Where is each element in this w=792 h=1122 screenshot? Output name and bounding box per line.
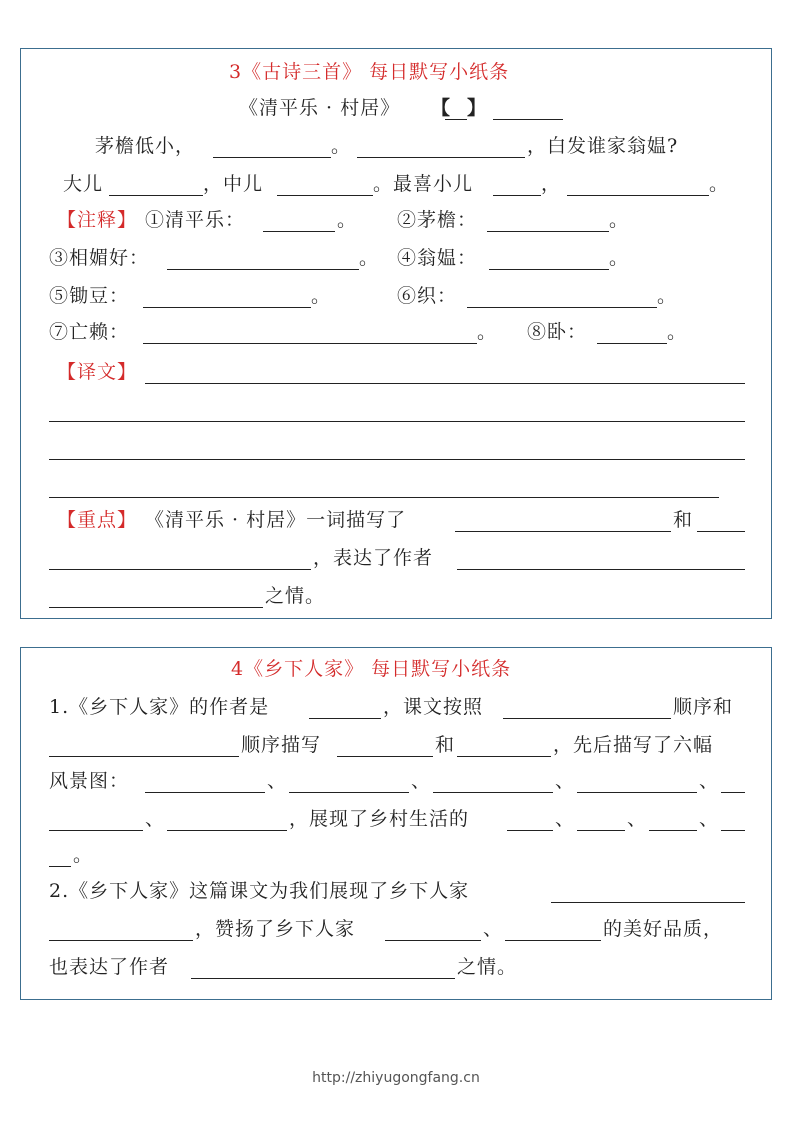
poem-line-2: [21, 167, 771, 203]
poem-blank-3[interactable]: [109, 171, 203, 196]
dictation-card-1: [20, 48, 772, 619]
note-7-blank[interactable]: [143, 319, 477, 344]
q1-order-blank-1[interactable]: [503, 694, 671, 719]
note-2: ②茅檐：: [397, 209, 478, 231]
poem-line-2-b: ，中儿: [203, 173, 264, 195]
notes-row-3: [21, 279, 771, 315]
q2-blank-1b[interactable]: [49, 916, 193, 941]
key-blank-1[interactable]: [455, 507, 671, 532]
note-1: ①清平乐：: [145, 209, 246, 231]
note-4-blank[interactable]: [489, 245, 609, 270]
note-8: ⑧卧：: [527, 321, 588, 343]
poem-blank-1[interactable]: [213, 133, 331, 158]
translation-blank-4[interactable]: [49, 473, 719, 498]
scene-blank-5a[interactable]: [721, 768, 745, 793]
sep-5: 、: [145, 808, 166, 830]
q2-text-d: 也表达了作者: [49, 956, 170, 978]
card1-title-row: [21, 55, 771, 91]
poem-blank-6[interactable]: [567, 171, 709, 196]
translation-blank-3[interactable]: [49, 435, 745, 460]
card1-title: 3《古诗三首》 每日默写小纸条: [229, 61, 510, 83]
q2-text-b: ，赞扬了乡下人家: [195, 918, 356, 940]
translation-row: [21, 355, 771, 391]
translation-row-3: [21, 431, 771, 467]
scene-blank-4[interactable]: [577, 768, 697, 793]
scene-blank-6[interactable]: [167, 806, 287, 831]
q2-row-2: [21, 912, 771, 948]
poem-line-1-b: 。: [331, 135, 352, 157]
poem-line-2-a: 大儿: [63, 173, 104, 195]
footer-url[interactable]: http://zhiyugongfang.cn: [312, 1070, 480, 1086]
q1-text-c: 顺序和: [673, 696, 734, 718]
q2-row-3: [21, 950, 771, 986]
scene-blank-3[interactable]: [433, 768, 553, 793]
note-4: ④翁媪：: [397, 247, 478, 269]
note-3: ③相媚好：: [49, 247, 150, 269]
sep-9: 、: [483, 918, 504, 940]
sep-4: 、: [699, 770, 720, 792]
note-8-end: 。: [667, 321, 688, 343]
scene-blank-2[interactable]: [289, 768, 409, 793]
key-row-1: [21, 503, 771, 539]
note-7: ⑦亡赖：: [49, 321, 130, 343]
poem-blank-2[interactable]: [357, 133, 525, 158]
q1-end: 。: [73, 844, 94, 866]
note-1-end: 。: [337, 209, 358, 231]
poem-blank-4[interactable]: [277, 171, 373, 196]
sep-7: 、: [627, 808, 648, 830]
note-4-end: 。: [609, 247, 630, 269]
note-3-end: 。: [359, 247, 380, 269]
note-6: ⑥织：: [397, 285, 458, 307]
card2-title: 4《乡下人家》 每日默写小纸条: [231, 658, 512, 680]
note-8-blank[interactable]: [597, 319, 667, 344]
key-text-a: 《清平乐 · 村居》一词描写了: [145, 509, 407, 531]
q2-blank-3[interactable]: [505, 916, 601, 941]
life-blank-4b[interactable]: [49, 842, 71, 867]
notes-row-4: [21, 315, 771, 351]
key-blank-3a[interactable]: [457, 545, 745, 570]
q1-author-blank[interactable]: [309, 694, 381, 719]
notes-row-1: [21, 203, 771, 239]
note-6-blank[interactable]: [467, 283, 657, 308]
note-1-blank[interactable]: [263, 207, 335, 232]
sep-1: 、: [267, 770, 288, 792]
q2-blank-1a[interactable]: [551, 878, 745, 903]
note-5-end: 。: [311, 285, 332, 307]
q1-row-1: [21, 690, 771, 726]
note-6-end: 。: [657, 285, 678, 307]
dynasty-blank[interactable]: [493, 95, 563, 120]
translation-row-2: [21, 393, 771, 429]
note-2-end: 。: [609, 209, 630, 231]
poem-line-1-a: 茅檐低小，: [95, 135, 196, 157]
key-text-d: 之情。: [265, 585, 326, 607]
life-blank-4a[interactable]: [721, 806, 745, 831]
poem-line-1-c: ，白发谁家翁媪?: [527, 135, 679, 157]
q1-text-d: 顺序描写: [241, 734, 322, 756]
translation-row-4: [21, 469, 771, 505]
q1-text-g: 风景图：: [49, 770, 130, 792]
notes-row-2: [21, 241, 771, 277]
q1-text-b: ，课文按照: [383, 696, 484, 718]
sep-8: 、: [699, 808, 720, 830]
q2-blank-4[interactable]: [191, 954, 455, 979]
key-blank-3b[interactable]: [49, 583, 263, 608]
scene-blank-1[interactable]: [145, 768, 265, 793]
q1-order-blank-2[interactable]: [49, 732, 239, 757]
poem-line-2-c: 。最喜小儿: [373, 173, 474, 195]
q1-text-e: 和: [435, 734, 456, 756]
life-blank-2[interactable]: [577, 806, 625, 831]
dictation-card-2: [20, 647, 772, 1000]
author-blank[interactable]: [445, 95, 467, 120]
notes-label: 【注释】: [57, 209, 138, 231]
key-blank-2a[interactable]: [697, 507, 745, 532]
q1-text-f: ，先后描写了六幅: [553, 734, 714, 756]
life-blank-3[interactable]: [649, 806, 697, 831]
life-blank-1[interactable]: [507, 806, 553, 831]
sep-2: 、: [411, 770, 432, 792]
q1-row-4: [21, 802, 771, 838]
q1-text-a: 1.《乡下人家》的作者是: [49, 696, 270, 718]
key-text-c: ，表达了作者: [313, 547, 434, 569]
poem-line-1: [21, 129, 771, 165]
translation-blank-2[interactable]: [49, 397, 745, 422]
q1-row-3: [21, 764, 771, 800]
sep-6: 、: [555, 808, 576, 830]
q1-text-h: ，展现了乡村生活的: [289, 808, 470, 830]
key-label: 【重点】: [57, 509, 138, 531]
key-row-2: [21, 541, 771, 577]
q2-text-a: 2.《乡下人家》这篇课文为我们展现了乡下人家: [49, 880, 470, 902]
sep-3: 、: [555, 770, 576, 792]
key-text-b: 和: [673, 509, 694, 531]
bracket-open: 【: [431, 97, 452, 119]
key-row-3: [21, 579, 771, 615]
poem-line-2-d: ，: [541, 173, 562, 195]
bracket-close: 】: [467, 97, 488, 119]
note-5-blank[interactable]: [143, 283, 311, 308]
note-2-blank[interactable]: [487, 207, 609, 232]
note-7-end: 。: [477, 321, 498, 343]
q2-blank-2[interactable]: [385, 916, 481, 941]
key-blank-2b[interactable]: [49, 545, 311, 570]
q1-row-2: [21, 728, 771, 764]
poem-title: 《清平乐 · 村居》: [239, 97, 401, 119]
q2-row-1: [21, 874, 771, 910]
q1-row-5: [21, 838, 771, 874]
note-5: ⑤锄豆：: [49, 285, 130, 307]
q1-scene-blank-b[interactable]: [457, 732, 551, 757]
q1-scene-blank-a[interactable]: [337, 732, 433, 757]
q2-text-e: 之情。: [457, 956, 518, 978]
translation-label: 【译文】: [57, 361, 138, 383]
poem-blank-5[interactable]: [493, 171, 541, 196]
note-3-blank[interactable]: [167, 245, 359, 270]
poem-line-2-e: 。: [709, 173, 730, 195]
q2-text-c: 的美好品质，: [603, 918, 724, 940]
poem-title-row: [21, 91, 771, 127]
translation-blank-1[interactable]: [145, 359, 745, 384]
scene-blank-5b[interactable]: [49, 806, 143, 831]
card2-title-row: [21, 652, 771, 688]
